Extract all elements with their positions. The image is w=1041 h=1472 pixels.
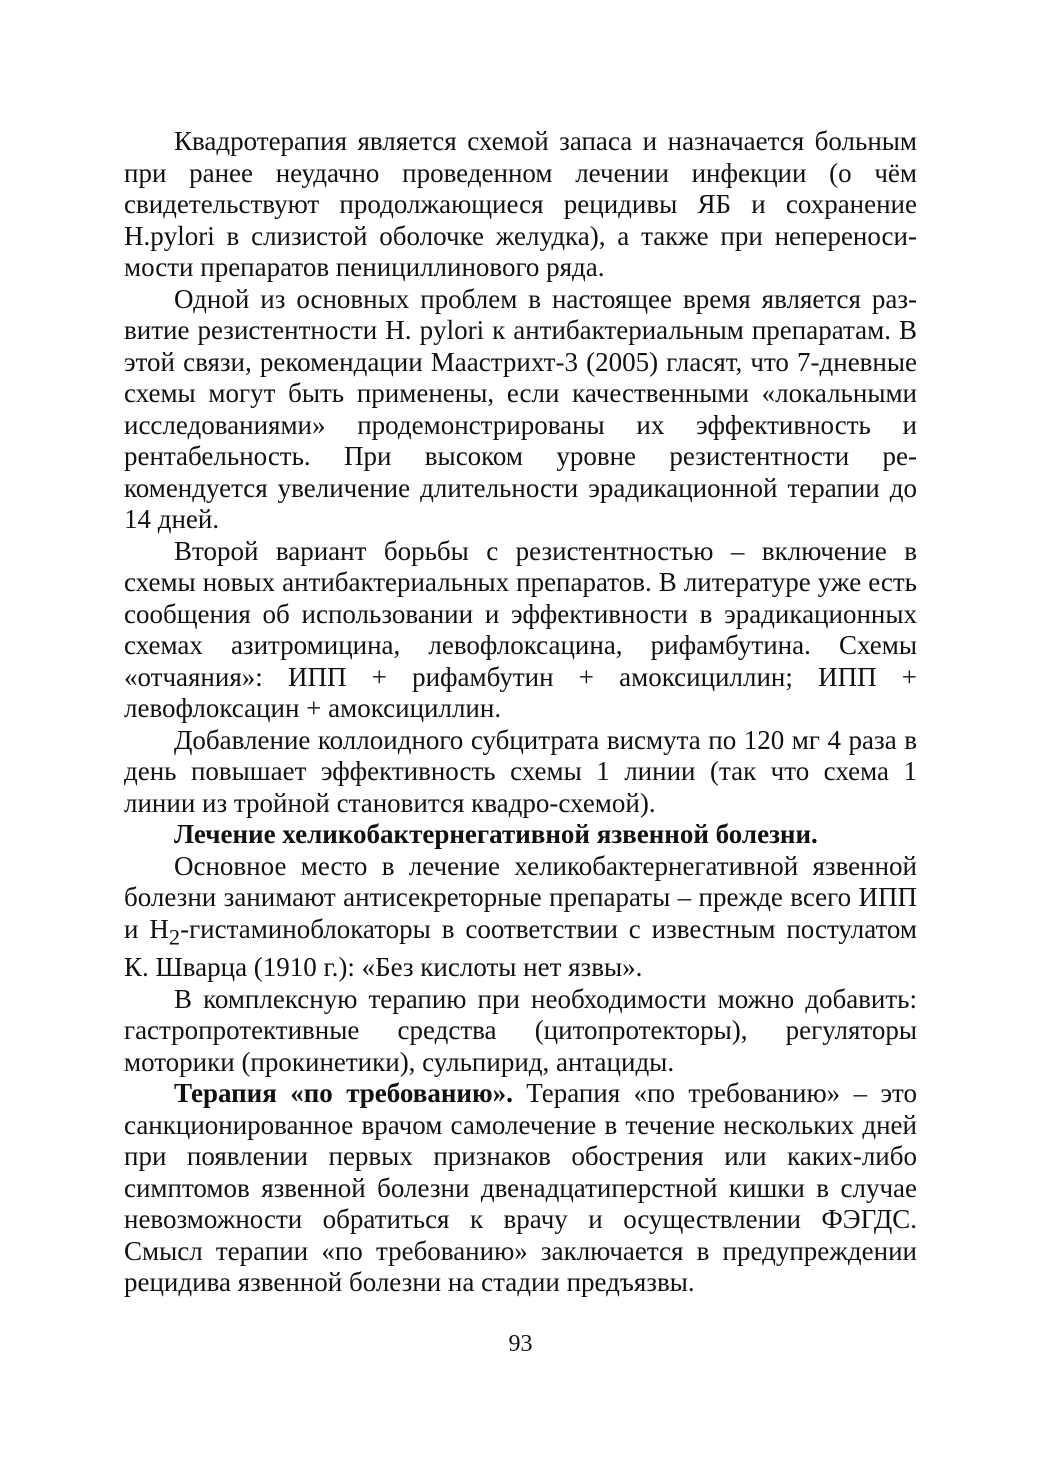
antisecretory-text-end: -гистаминоблокаторы в соответствии с известным постулатом К. Шварца (1910 г.): «Без кислоты нет язвы». [124, 913, 917, 983]
on-demand-bold-lead: Терапия «по требованию». [174, 1078, 513, 1109]
on-demand-text: Терапия «по требованию» – это санкционированное врачом самолечение в течение нескольких дней при появлении первых признаков обострения или каких-либо симптомов язвенной болезни двенадцатиперстной кишки в случае невозможности обратиться к врачу и осуществлении ФЭГДС. Смысл терапии «по требованию» заключается в предупреждении рецидива язвенной болезни на стадии предъязвы. [124, 1078, 918, 1298]
paragraph-antisecretory [124, 851, 917, 984]
section-heading: Лечение хеликобактернегативной язвенной болезни. [174, 819, 818, 849]
paragraph-bismuth: Добавление коллоидного субцитрата висмута по 120 мг 4 раза в день повышает эффективность схемы 1 линии (так что схема 1 линии из тройной становится квадро-схемой). [124, 724, 917, 818]
page-number: 93 [508, 1331, 533, 1357]
paragraph-quadrotherapy: Квадротерапия является схемой запаса и назначается больным при ранее неудачно проведенном лечении инфекции (о чём свидетельствуют продолжающиеся рецидивы ЯБ и сохранение H.pylori в слизистой оболочке желудка), а также при непереносимости препаратов пенициллинового ряда. [124, 126, 917, 282]
paragraph-on-demand [124, 1078, 917, 1299]
page-body [124, 126, 917, 1299]
paragraph-resistance: Одной из основных проблем в настоящее время является развитие резистентности H. pylori к антибактериальным препаратам. В этой связи, рекомендации Маастрихт-3 (2005) гласят, что 7-дневные схемы могут быть применены, если качественными «локальными исследованиями» продемонстрированы их эффективность и рентабельность. При высоком уровне резистентности рекомендуется увеличение длительности эрадикационной терапии до 14 дней. [124, 283, 917, 534]
paragraph-second-option: Второй вариант борьбы с резистентностью – включение в схемы новых антибактериальных препаратов. В литературе уже есть сообщения об использовании и эффективности в эрадикационных схемах азитромицина, левофлоксацина, рифамбутина. Схемы «отчаяния»: ИПП + рифамбутин + амоксициллин; ИПП + левофлоксацин + амоксициллин. [124, 535, 917, 723]
antisecretory-text-start: Основное место в лечение хеликобактернегативной язвенной болезни занимают антисекреторные препараты – прежде всего ИПП и H [124, 850, 917, 944]
paragraph-complex-therapy: В комплексную терапию при необходимости можно добавить: гастропротективные средства (цитопротекторы), регуляторы моторики (прокинетики), сульпирид, антациды. [124, 983, 917, 1077]
h2-subscript: 2 [168, 923, 181, 949]
